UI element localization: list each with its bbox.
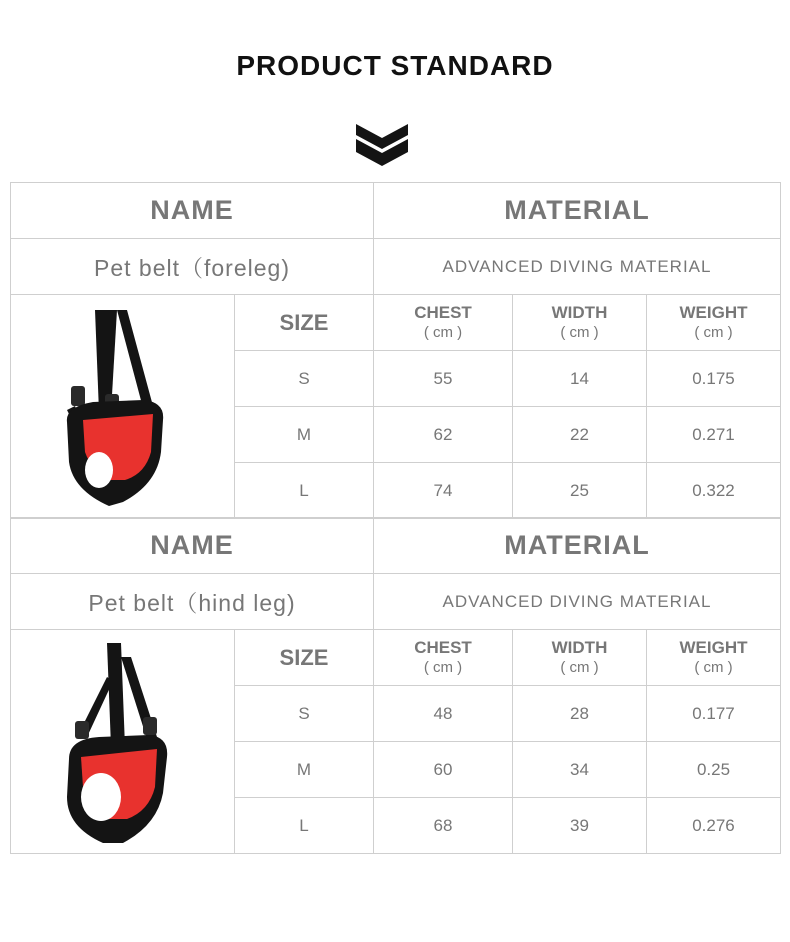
double-chevron-down-icon <box>356 122 408 166</box>
chest-label: CHEST <box>414 302 472 322</box>
chest-unit: ( cm ) <box>423 323 463 341</box>
weight-cell: 0.25 <box>647 742 781 798</box>
size-cell: S <box>235 351 374 407</box>
weight-label: WEIGHT <box>679 637 748 657</box>
size-header: SIZE <box>235 630 374 686</box>
weight-label: WEIGHT <box>679 302 748 322</box>
chest-cell: 62 <box>374 407 513 463</box>
width-cell: 22 <box>513 407 647 463</box>
chest-cell: 60 <box>374 742 513 798</box>
size-cell: M <box>235 742 374 798</box>
hind-leg-harness-illustration <box>53 637 193 847</box>
name-header: NAME <box>11 183 374 239</box>
chest-header <box>374 295 513 351</box>
size-cell: M <box>235 407 374 463</box>
width-unit: ( cm ) <box>560 658 599 676</box>
weight-unit: ( cm ) <box>694 658 733 676</box>
chest-label: CHEST <box>414 637 472 657</box>
chest-cell: 48 <box>374 686 513 742</box>
chest-cell: 55 <box>374 351 513 407</box>
page-title: PRODUCT STANDARD <box>236 50 554 81</box>
chest-cell: 68 <box>374 798 513 854</box>
product-image-foreleg <box>11 295 235 519</box>
weight-cell: 0.271 <box>647 407 781 463</box>
chest-cell: 74 <box>374 463 513 519</box>
width-cell: 39 <box>513 798 647 854</box>
width-cell: 34 <box>513 742 647 798</box>
size-header: SIZE <box>235 295 374 351</box>
material-header: MATERIAL <box>374 183 781 239</box>
name-header: NAME <box>11 518 374 574</box>
product-name: Pet belt（foreleg) <box>11 239 374 295</box>
weight-cell: 0.175 <box>647 351 781 407</box>
weight-cell: 0.322 <box>647 463 781 519</box>
width-label: WIDTH <box>551 302 608 322</box>
width-cell: 25 <box>513 463 647 519</box>
width-unit: ( cm ) <box>560 323 599 341</box>
width-header <box>513 630 647 686</box>
size-cell: S <box>235 686 374 742</box>
weight-unit: ( cm ) <box>694 323 733 341</box>
material-value: ADVANCED DIVING MATERIAL <box>374 239 781 295</box>
weight-cell: 0.177 <box>647 686 781 742</box>
size-cell: L <box>235 463 374 519</box>
weight-header <box>647 295 781 351</box>
weight-cell: 0.276 <box>647 798 781 854</box>
chest-header <box>374 630 513 686</box>
foreleg-harness-illustration <box>53 302 193 512</box>
width-cell: 28 <box>513 686 647 742</box>
width-header <box>513 295 647 351</box>
product-image-hind-leg <box>11 630 235 854</box>
spec-table-hind-leg <box>10 517 781 854</box>
chest-unit: ( cm ) <box>423 658 463 676</box>
spec-table-foreleg <box>10 182 781 519</box>
width-cell: 14 <box>513 351 647 407</box>
material-value: ADVANCED DIVING MATERIAL <box>374 574 781 630</box>
material-header: MATERIAL <box>374 518 781 574</box>
weight-header <box>647 630 781 686</box>
width-label: WIDTH <box>551 637 608 657</box>
size-cell: L <box>235 798 374 854</box>
product-name: Pet belt（hind leg) <box>11 574 374 630</box>
